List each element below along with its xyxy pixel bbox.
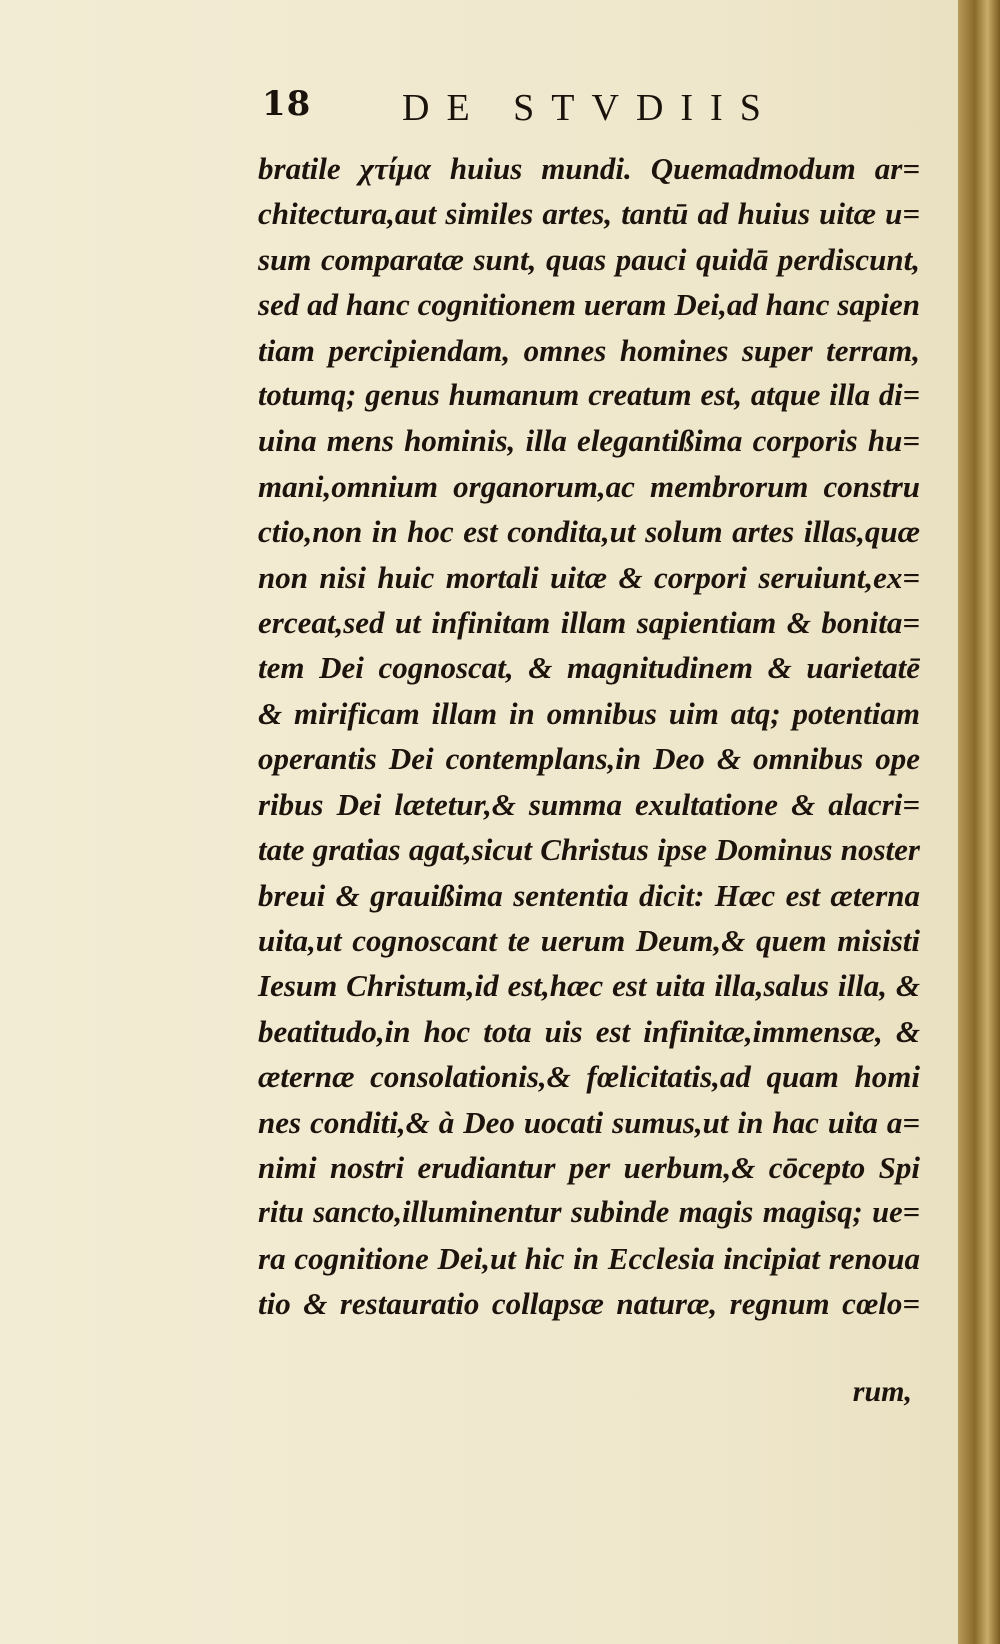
text-line: uina mens hominis, illa elegantißima corporis hu= [258, 423, 920, 459]
text-line: nimi nostri erudiantur per uerbum,& cōcepto Spi [258, 1149, 920, 1185]
text-line: sum comparatæ sunt, quas pauci quidā perdiscunt, [258, 241, 920, 277]
text-line: totumq; genus humanum creatum est, atque illa di= [258, 378, 920, 413]
text-line: mani,omnium organorum,ac membrorum constru [258, 468, 920, 504]
text-line: tiam percipiendam, omnes homines super terram, [258, 332, 920, 368]
page-number: 18 [262, 84, 312, 124]
text-line: nes conditi,& à Deo uocati sumus,ut in hac uita a= [258, 1104, 920, 1140]
text-line: tate gratias agat,sicut Christus ipse Dominus noster [258, 832, 920, 868]
text-line: ctio,non in hoc est condita,ut solum artes illas,quæ [258, 514, 920, 550]
text-line: ritu sancto,illuminentur subinde magis magisq; ue= [258, 1195, 920, 1230]
text-line: & mirificam illam in omnibus uim atq; potentiam [258, 695, 920, 731]
text-line: non nisi huic mortali uitæ & corpori seruiunt,ex= [258, 559, 920, 595]
text-line: sed ad hanc cognitionem ueram Dei,ad hanc sapien [258, 287, 920, 323]
text-line: ribus Dei lætetur,& summa exultatione & alacri= [258, 786, 920, 822]
text-line: uita,ut cognoscant te uerum Deum,& quem misisti [258, 922, 920, 958]
text-line: ra cognitione Dei,ut hic in Ecclesia incipiat renoua [258, 1240, 920, 1276]
body-text [258, 146, 920, 1327]
text-line: tem Dei cognoscat, & magnitudinem & uarietatē [258, 650, 920, 686]
text-line: æternæ consolationis,& fœlicitatis,ad quam homi [258, 1059, 920, 1095]
binding-edge [958, 0, 1000, 1644]
text-line: beatitudo,in hoc tota uis est infinitæ,immensæ, & [258, 1013, 920, 1049]
catchword: rum, [852, 1375, 912, 1408]
running-title: DE STVDIIS [402, 87, 778, 129]
text-line: breui & grauißima sententia dicit: Hæc est æterna [258, 877, 920, 913]
text-line: erceat,sed ut infinitam illam sapientiam & bonita= [258, 605, 920, 641]
text-line: tio & restauratio collapsæ naturæ, regnum cœlo= [258, 1286, 920, 1322]
text-line: bratile χτίμα huius mundi. Quemadmodum ar= [258, 151, 920, 186]
text-line: operantis Dei contemplans,in Deo & omnibus ope [258, 741, 920, 777]
text-line: chitectura,aut similes artes, tantū ad huius uitæ u= [258, 196, 920, 232]
text-line: Iesum Christum,id est,hæc est uita illa,salus illa, & [258, 968, 920, 1004]
